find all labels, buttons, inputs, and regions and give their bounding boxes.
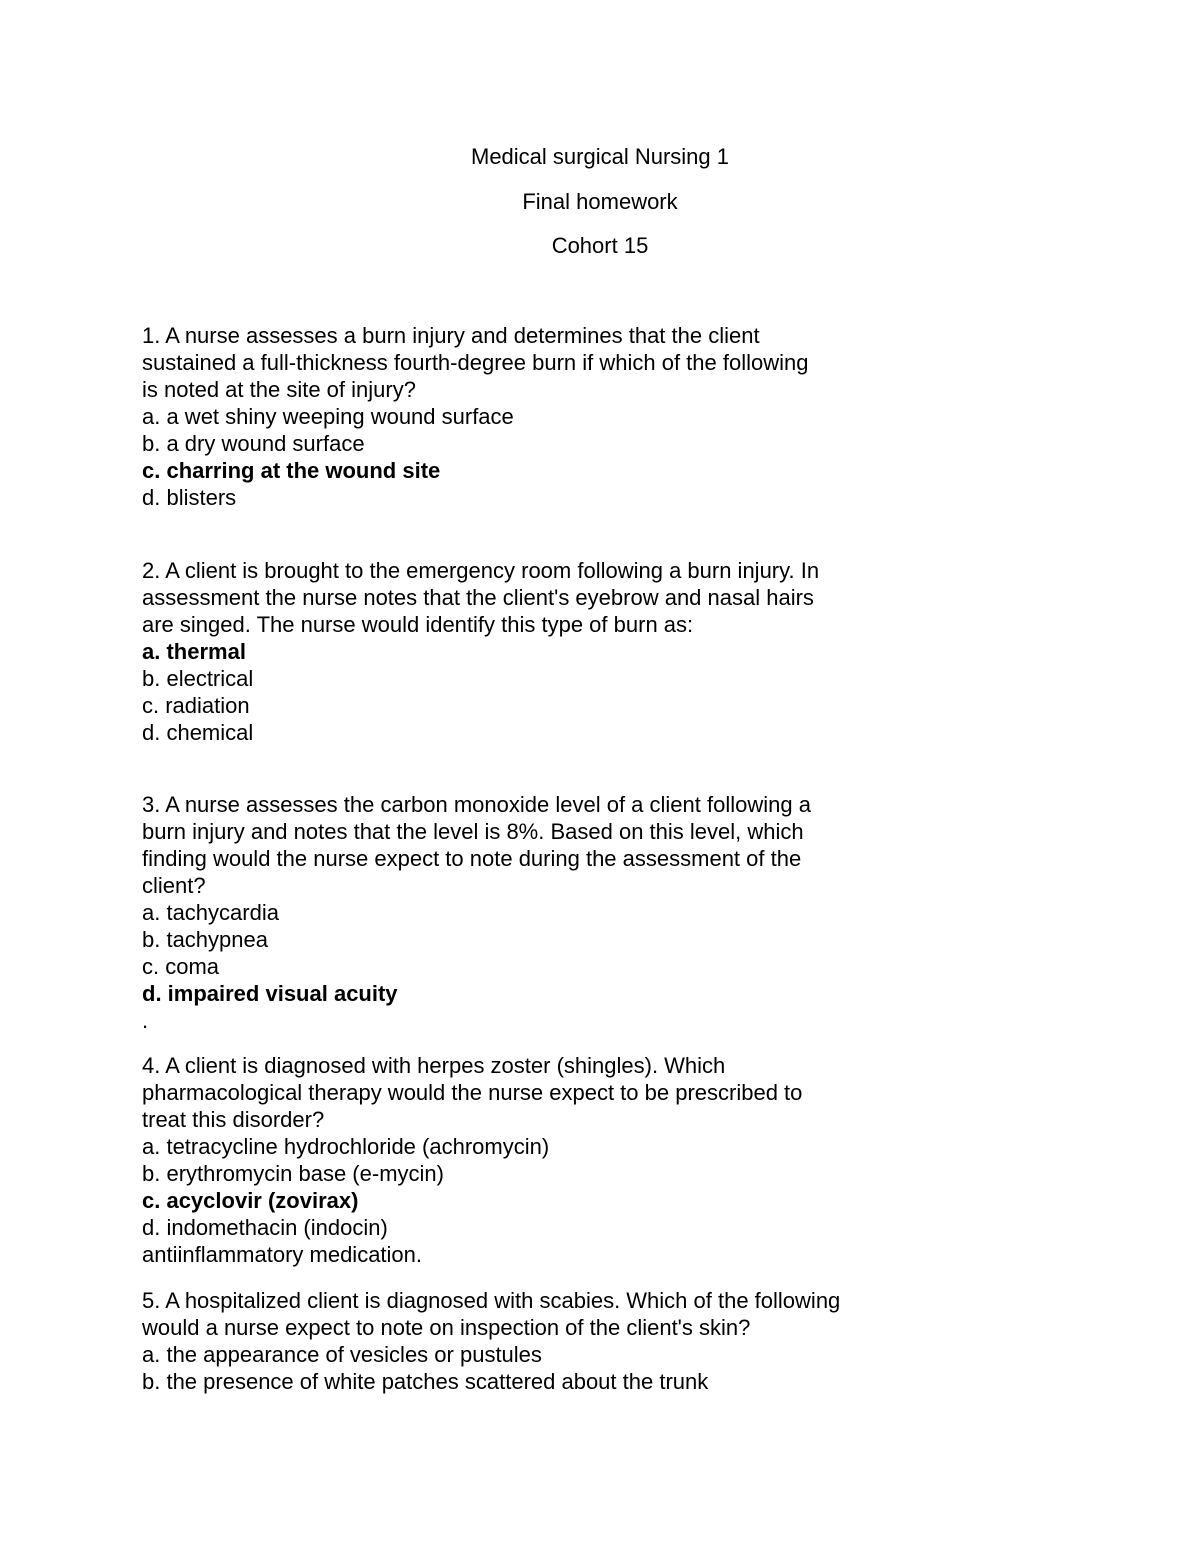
question-stem-line: 5. A hospitalized client is diagnosed with scabies. Which of the following — [142, 1288, 841, 1313]
question-stem-line: 2. A client is brought to the emergency room following a burn injury. In — [142, 558, 820, 583]
question-stem-line: 4. A client is diagnosed with herpes zoster (shingles). Which — [142, 1053, 726, 1078]
question-stem-line: pharmacological therapy would the nurse expect to be prescribed to — [142, 1080, 803, 1105]
question-stem-line: finding would the nurse expect to note during the assessment of the — [142, 846, 802, 871]
question-2 — [142, 557, 922, 746]
answer-option: a. tetracycline hydrochloride (achromycin) — [142, 1134, 550, 1159]
question-stem-line: 1. A nurse assesses a burn injury and determines that the client — [142, 323, 760, 348]
question-3 — [142, 791, 922, 1034]
answer-option-correct: c. charring at the wound site — [142, 458, 441, 483]
answer-option: d. chemical — [142, 720, 254, 745]
answer-option: d. indomethacin (indocin) — [142, 1215, 388, 1240]
question-stem-line: is noted at the site of injury? — [142, 377, 416, 402]
question-stem-line: client? — [142, 873, 206, 898]
cohort-title: Cohort 15 — [551, 233, 649, 258]
answer-option: a. the appearance of vesicles or pustules — [142, 1342, 542, 1367]
question-1 — [142, 322, 922, 511]
answer-option: b. the presence of white patches scattered about the trunk — [142, 1369, 709, 1394]
answer-option-correct: a. thermal — [142, 639, 246, 664]
question-stem-line: 3. A nurse assesses the carbon monoxide level of a client following a — [142, 792, 811, 817]
answer-option-correct: d. impaired visual acuity — [142, 981, 398, 1006]
question-5 — [142, 1287, 922, 1395]
answer-option: a. a wet shiny weeping wound surface — [142, 404, 514, 429]
trailing-note: . — [142, 1008, 149, 1033]
answer-option: b. tachypnea — [142, 927, 268, 952]
answer-option: c. radiation — [142, 693, 250, 718]
question-stem-line: treat this disorder? — [142, 1107, 325, 1132]
assignment-title: Final homework — [522, 189, 678, 214]
question-stem-line: are singed. The nurse would identify this type of burn as: — [142, 612, 694, 637]
answer-option: d. blisters — [142, 485, 237, 510]
question-stem-line: sustained a full-thickness fourth-degree burn if which of the following — [142, 350, 809, 375]
trailing-note: antiinflammatory medication. — [142, 1242, 423, 1267]
answer-option: b. electrical — [142, 666, 254, 691]
course-title: Medical surgical Nursing 1 — [471, 144, 729, 169]
question-4 — [142, 1052, 922, 1268]
question-stem-line: assessment the nurse notes that the client's eyebrow and nasal hairs — [142, 585, 814, 610]
question-stem-line: burn injury and notes that the level is 8%. Based on this level, which — [142, 819, 804, 844]
answer-option: b. a dry wound surface — [142, 431, 365, 456]
answer-option: b. erythromycin base (e-mycin) — [142, 1161, 444, 1186]
answer-option: c. coma — [142, 954, 220, 979]
answer-option-correct: c. acyclovir (zovirax) — [142, 1188, 359, 1213]
question-stem-line: would a nurse expect to note on inspection of the client's skin? — [142, 1315, 751, 1340]
answer-option: a. tachycardia — [142, 900, 279, 925]
